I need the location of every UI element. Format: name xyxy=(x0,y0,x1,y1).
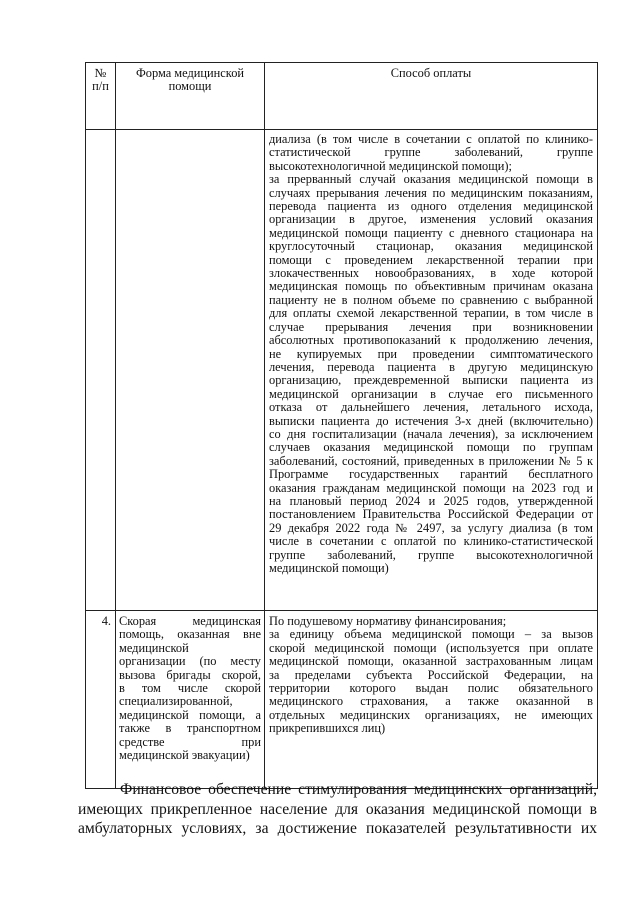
text-line: абсолютных противопоказаний к продолжению лечения, xyxy=(269,333,593,348)
table-row xyxy=(86,130,598,611)
row-form-cell xyxy=(116,130,265,611)
payment-methods-table xyxy=(85,62,598,789)
text-line: Финансовое обеспечение стимулирования медицинских организаций, xyxy=(120,781,597,798)
text-line: за пределами субъекта Российской Федерации, на xyxy=(269,667,593,682)
header-form: Форма медицинской помощи xyxy=(116,63,265,130)
table-header-row xyxy=(86,63,598,130)
text-line: лечения, перевода пациента в другую медицинскую xyxy=(269,359,593,374)
text-line: круглосуточный стационар, оказания медицинской xyxy=(269,239,593,254)
row-number-cell xyxy=(86,130,116,611)
text-line: медицинской организации в случае его письменного xyxy=(269,386,593,401)
text-line: медицинской помощи, а xyxy=(119,707,261,722)
text-line: организации (по месту xyxy=(119,654,261,669)
text-line: случае прерывания лечения при возникновении xyxy=(269,319,593,334)
row-method-cell xyxy=(265,611,598,789)
text-line: отдельных медицинских организациях, не имеющих xyxy=(269,707,593,722)
text-line: вызова бригады скорой, xyxy=(119,667,261,682)
text-line: со дня госпитализации (начала лечения), за исключением xyxy=(269,426,593,441)
text-line: медицинская помощь по объективным причинам оказана xyxy=(269,279,593,294)
text-line: отказа от дальнейшего лечения, летального исхода, xyxy=(269,400,593,415)
text-line: медицинской xyxy=(119,640,189,655)
text-line: организацию, преждевременной выписки пациента из xyxy=(269,373,593,388)
text-line: прикрепившихся лиц) xyxy=(269,721,386,736)
text-line: статистической группе заболеваний, группе xyxy=(269,145,593,160)
text-line: медицинской эвакуации) xyxy=(119,748,250,763)
text-line: скорой медицинской помощи (используется при оплате xyxy=(269,640,593,655)
text-line: медицинской помощи) xyxy=(269,561,389,575)
text-line: имеющих прикрепленное население для оказания медицинской помощи в xyxy=(78,800,597,818)
text-line: перевода пациента из одного отделения медицинской xyxy=(269,199,593,214)
method-text xyxy=(269,130,593,575)
header-method: Способ оплаты xyxy=(265,63,598,130)
text-line: не купируемых при проведении симптоматического xyxy=(269,346,593,361)
text-line: случаев оказания медицинской помощи по группам xyxy=(269,440,593,455)
text-line: на плановый период 2024 и 2025 годов, утвержденной xyxy=(269,493,593,508)
text-line: медицинской помощи пациенту с дневного стационара на xyxy=(269,225,593,240)
text-line: Скорая медицинская xyxy=(119,614,261,628)
text-line: постановлением Правительства Российской Федерации от xyxy=(269,507,593,522)
text-line: числе в сочетании с оплатой по клинико-статистической xyxy=(269,534,593,549)
text-line: 29 декабря 2022 года № 2497, за услугу диализа (в том xyxy=(269,520,593,535)
row-number-cell: 4. xyxy=(86,611,116,789)
row-form-cell xyxy=(116,611,265,789)
text-line: средстве при xyxy=(119,734,261,749)
text-line: за единицу объема медицинской помощи – за вызов xyxy=(269,627,593,642)
text-line: организации в другое, изменения условий оказания xyxy=(269,212,593,227)
body-paragraph xyxy=(78,780,597,839)
text-line: в том числе скорой xyxy=(119,681,261,696)
text-line: диализа (в том числе в сочетании с оплатой по клинико- xyxy=(269,132,593,146)
row-method-cell xyxy=(265,130,598,611)
text-line: медицинской помощи, оказанной застрахованным лицам xyxy=(269,654,593,669)
text-line: за прерванный случай оказания медицинской помощи в xyxy=(269,172,593,187)
method-text xyxy=(269,611,593,736)
table-row xyxy=(86,611,598,789)
text-line: группе заболеваний, группе высокотехнологичной xyxy=(269,547,593,562)
text-line: злокачественных новообразованиях, в ходе которой xyxy=(269,266,593,281)
text-line: выписки пациента до истечения 3-х дней (включительно) xyxy=(269,413,593,428)
text-line: также в транспортном xyxy=(119,721,261,736)
header-number: № п/п xyxy=(86,63,116,130)
text-line: Программе государственных гарантий бесплатного xyxy=(269,467,593,482)
text-line: специализированной, xyxy=(119,694,233,709)
form-text xyxy=(119,611,261,762)
text-line: территории которого выдан полис обязательного xyxy=(269,681,593,696)
text-line: для оплаты схемой лекарственной терапии, в том числе в xyxy=(269,306,593,321)
text-line: оказания гражданам медицинской помощи на 2023 год и xyxy=(269,480,593,495)
text-line: заболеваний, состояний, приведенных в приложении № 5 к xyxy=(269,453,593,468)
text-line: амбулаторных условиях, за достижение показателей результативности их xyxy=(78,820,597,837)
text-line: пациенту не в полном объеме по сравнению с выбранной xyxy=(269,292,593,307)
text-line: помощи с проведением лекарственной терапии при xyxy=(269,252,593,267)
text-line: случаях прерывания лечения по медицинским показаниям, xyxy=(269,185,593,200)
text-line: медицинского страхования, а также оказанной в xyxy=(269,694,593,709)
text-line: По подушевому нормативу финансирования; xyxy=(269,614,507,628)
text-line: высокотехнологичной медицинской помощи); xyxy=(269,158,512,173)
text-line: помощь, оказанная вне xyxy=(119,627,261,642)
